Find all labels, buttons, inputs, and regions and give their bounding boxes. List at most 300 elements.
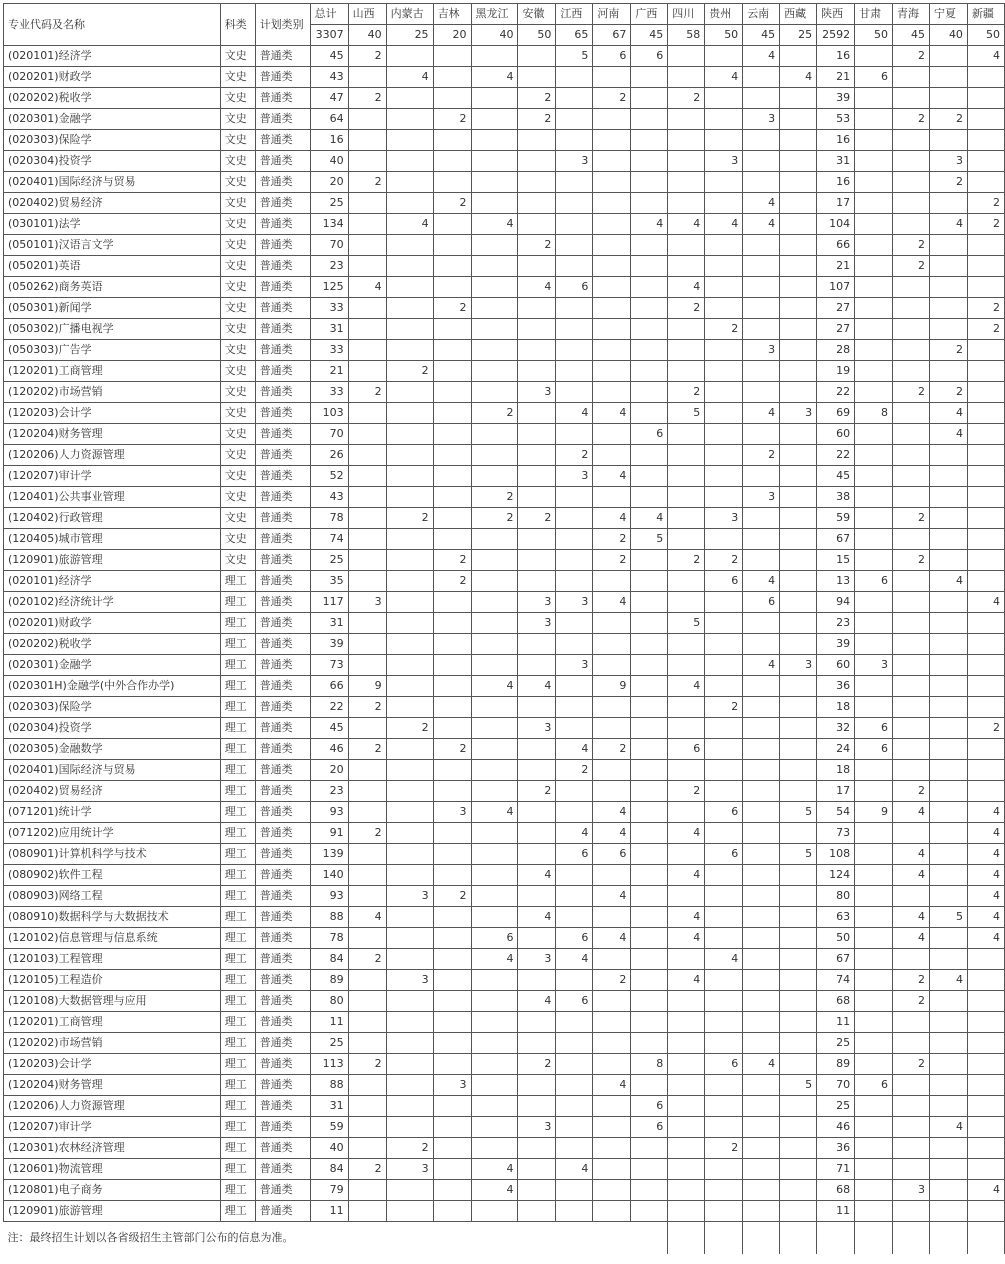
major-name: (020304)投资学 <box>4 718 221 739</box>
province-count: 4 <box>705 214 743 235</box>
header-province: 内蒙古 <box>386 4 433 25</box>
province-count <box>556 634 593 655</box>
blank-cell <box>855 1222 893 1255</box>
province-count <box>967 277 1004 298</box>
province-count <box>668 109 705 130</box>
row-total: 117 <box>310 592 348 613</box>
major-name: (080910)数据科学与大数据技术 <box>4 907 221 928</box>
province-count <box>743 508 780 529</box>
plan-type: 普通类 <box>255 571 310 592</box>
province-count: 4 <box>471 676 518 697</box>
province-count <box>967 676 1004 697</box>
province-count <box>631 487 668 508</box>
table-row <box>4 697 1005 718</box>
province-count <box>433 697 471 718</box>
table-row <box>4 1012 1005 1033</box>
province-count <box>386 991 433 1012</box>
plan-type: 普通类 <box>255 949 310 970</box>
province-count <box>386 802 433 823</box>
major-name: (020201)财政学 <box>4 613 221 634</box>
province-count: 4 <box>743 1054 780 1075</box>
province-count <box>348 1201 386 1222</box>
province-count <box>386 277 433 298</box>
category: 理工 <box>220 844 255 865</box>
province-count: 45 <box>817 466 855 487</box>
province-count <box>705 1096 743 1117</box>
major-name: (020304)投资学 <box>4 151 221 172</box>
row-total: 31 <box>310 613 348 634</box>
major-name: (120204)财务管理 <box>4 424 221 445</box>
header-province: 河南 <box>593 4 631 25</box>
row-total: 80 <box>310 991 348 1012</box>
row-total: 31 <box>310 319 348 340</box>
province-count <box>967 1117 1004 1138</box>
province-count: 3 <box>433 802 471 823</box>
province-count <box>433 1012 471 1033</box>
province-count: 6 <box>855 718 893 739</box>
province-count: 6 <box>631 1117 668 1138</box>
province-count: 4 <box>967 886 1004 907</box>
province-count <box>780 340 817 361</box>
province-count <box>433 529 471 550</box>
row-total: 23 <box>310 256 348 277</box>
province-count <box>433 949 471 970</box>
plan-type: 普通类 <box>255 865 310 886</box>
province-count <box>780 760 817 781</box>
province-count <box>518 823 556 844</box>
province-count <box>348 319 386 340</box>
province-count <box>705 466 743 487</box>
plan-type: 普通类 <box>255 88 310 109</box>
header-major: 专业代码及名称 <box>4 4 221 46</box>
province-count <box>518 403 556 424</box>
province-count <box>893 424 930 445</box>
province-count <box>471 760 518 781</box>
province-count <box>743 739 780 760</box>
province-count <box>433 1054 471 1075</box>
province-count <box>386 130 433 151</box>
province-count <box>780 865 817 886</box>
province-count <box>967 760 1004 781</box>
province-count <box>386 949 433 970</box>
province-count <box>967 130 1004 151</box>
plan-type: 普通类 <box>255 676 310 697</box>
province-count <box>593 949 631 970</box>
province-count <box>929 1159 967 1180</box>
province-count <box>631 256 668 277</box>
province-count <box>518 1138 556 1159</box>
province-count <box>929 445 967 466</box>
province-count <box>631 697 668 718</box>
province-count: 3 <box>780 403 817 424</box>
major-name: (020402)贸易经济 <box>4 781 221 802</box>
province-count <box>433 1180 471 1201</box>
category: 理工 <box>220 907 255 928</box>
table-row <box>4 508 1005 529</box>
province-count <box>348 151 386 172</box>
province-count <box>386 1117 433 1138</box>
province-count <box>668 760 705 781</box>
row-total: 93 <box>310 802 348 823</box>
province-count <box>556 1054 593 1075</box>
province-count <box>780 1096 817 1117</box>
province-count <box>743 550 780 571</box>
row-total: 89 <box>310 970 348 991</box>
province-count <box>893 1201 930 1222</box>
province-count <box>518 151 556 172</box>
province-count <box>348 991 386 1012</box>
table-row <box>4 970 1005 991</box>
province-count <box>631 823 668 844</box>
province-count <box>668 529 705 550</box>
province-count <box>348 1012 386 1033</box>
category: 理工 <box>220 970 255 991</box>
province-count: 3 <box>518 718 556 739</box>
major-name: (020202)税收学 <box>4 88 221 109</box>
category: 理工 <box>220 571 255 592</box>
province-count: 2 <box>518 781 556 802</box>
province-count <box>518 634 556 655</box>
province-count <box>433 865 471 886</box>
province-count <box>433 67 471 88</box>
province-count <box>386 676 433 697</box>
plan-type: 普通类 <box>255 466 310 487</box>
plan-type: 普通类 <box>255 1075 310 1096</box>
province-count <box>893 67 930 88</box>
province-count <box>471 1117 518 1138</box>
province-count <box>433 46 471 67</box>
province-count <box>855 844 893 865</box>
row-total: 46 <box>310 739 348 760</box>
province-count <box>556 907 593 928</box>
table-row <box>4 1033 1005 1054</box>
province-count <box>967 88 1004 109</box>
province-count <box>855 88 893 109</box>
province-count: 3 <box>556 151 593 172</box>
province-count <box>743 1117 780 1138</box>
province-count <box>433 1096 471 1117</box>
province-count <box>855 550 893 571</box>
category: 理工 <box>220 1117 255 1138</box>
province-count: 5 <box>929 907 967 928</box>
province-count <box>893 193 930 214</box>
province-count <box>855 235 893 256</box>
province-count <box>967 1096 1004 1117</box>
province-count <box>593 193 631 214</box>
province-count <box>929 865 967 886</box>
province-count <box>780 445 817 466</box>
province-total: 40 <box>348 25 386 46</box>
row-total: 16 <box>310 130 348 151</box>
province-count <box>593 214 631 235</box>
header-row <box>4 4 1005 25</box>
province-count <box>348 928 386 949</box>
province-count: 4 <box>967 907 1004 928</box>
province-count <box>967 781 1004 802</box>
province-count <box>433 424 471 445</box>
province-count: 8 <box>631 1054 668 1075</box>
province-count <box>893 319 930 340</box>
province-count <box>967 361 1004 382</box>
province-count: 4 <box>593 823 631 844</box>
province-count: 25 <box>817 1096 855 1117</box>
province-count <box>967 613 1004 634</box>
province-count: 3 <box>743 109 780 130</box>
table-row <box>4 382 1005 403</box>
province-count <box>668 1033 705 1054</box>
province-count <box>668 1012 705 1033</box>
province-count <box>631 445 668 466</box>
province-count: 4 <box>743 214 780 235</box>
plan-type: 普通类 <box>255 886 310 907</box>
province-count: 4 <box>668 928 705 949</box>
category: 文史 <box>220 382 255 403</box>
province-total: 50 <box>518 25 556 46</box>
table-row <box>4 193 1005 214</box>
province-count <box>556 361 593 382</box>
category: 理工 <box>220 1159 255 1180</box>
province-count: 4 <box>471 67 518 88</box>
province-count <box>929 46 967 67</box>
province-count <box>705 865 743 886</box>
province-count: 2 <box>967 718 1004 739</box>
province-count <box>780 1159 817 1180</box>
province-count <box>893 466 930 487</box>
row-total: 33 <box>310 382 348 403</box>
province-count <box>386 1096 433 1117</box>
table-row <box>4 130 1005 151</box>
province-count: 16 <box>817 172 855 193</box>
province-count <box>780 382 817 403</box>
province-count <box>967 1201 1004 1222</box>
category: 文史 <box>220 319 255 340</box>
province-count <box>348 1096 386 1117</box>
province-count <box>593 277 631 298</box>
province-count: 6 <box>631 1096 668 1117</box>
province-count <box>386 655 433 676</box>
province-count <box>433 508 471 529</box>
province-count: 4 <box>893 928 930 949</box>
plan-type: 普通类 <box>255 1054 310 1075</box>
province-count <box>433 655 471 676</box>
province-count <box>556 130 593 151</box>
blank-cell <box>705 1222 743 1255</box>
province-count <box>929 466 967 487</box>
province-count <box>967 571 1004 592</box>
province-count <box>893 613 930 634</box>
table-row <box>4 46 1005 67</box>
province-count <box>433 382 471 403</box>
province-count: 6 <box>705 1054 743 1075</box>
plan-type: 普通类 <box>255 130 310 151</box>
province-count <box>348 1033 386 1054</box>
row-total: 79 <box>310 1180 348 1201</box>
table-row <box>4 739 1005 760</box>
province-count <box>743 298 780 319</box>
province-count <box>556 382 593 403</box>
province-count <box>743 823 780 844</box>
province-count <box>780 1180 817 1201</box>
province-count <box>433 1138 471 1159</box>
province-count <box>348 1180 386 1201</box>
province-count: 69 <box>817 403 855 424</box>
province-count <box>593 865 631 886</box>
province-count <box>471 865 518 886</box>
major-name: (050302)广播电视学 <box>4 319 221 340</box>
province-count <box>929 193 967 214</box>
province-count: 6 <box>855 67 893 88</box>
province-count: 73 <box>817 823 855 844</box>
header-province: 山西 <box>348 4 386 25</box>
province-count <box>556 1012 593 1033</box>
plan-type: 普通类 <box>255 382 310 403</box>
province-count: 13 <box>817 571 855 592</box>
province-count <box>929 655 967 676</box>
province-count <box>705 1201 743 1222</box>
province-count <box>518 445 556 466</box>
row-total: 39 <box>310 634 348 655</box>
province-count <box>386 823 433 844</box>
province-count <box>631 109 668 130</box>
province-count: 104 <box>817 214 855 235</box>
province-count <box>855 991 893 1012</box>
province-count <box>593 1159 631 1180</box>
row-total: 21 <box>310 361 348 382</box>
province-count <box>929 844 967 865</box>
province-count <box>556 67 593 88</box>
province-count <box>518 739 556 760</box>
province-count <box>518 130 556 151</box>
province-count <box>518 571 556 592</box>
province-count <box>433 361 471 382</box>
province-count <box>386 760 433 781</box>
province-count <box>348 613 386 634</box>
province-count: 2 <box>433 109 471 130</box>
province-count <box>518 802 556 823</box>
province-total: 65 <box>556 25 593 46</box>
province-count <box>593 718 631 739</box>
plan-type: 普通类 <box>255 151 310 172</box>
table-row <box>4 67 1005 88</box>
province-count: 2 <box>433 298 471 319</box>
province-count: 18 <box>817 697 855 718</box>
province-count <box>893 130 930 151</box>
province-count <box>556 802 593 823</box>
province-count <box>780 130 817 151</box>
province-count: 4 <box>743 193 780 214</box>
province-count <box>780 256 817 277</box>
province-count: 28 <box>817 340 855 361</box>
province-count <box>668 949 705 970</box>
province-count: 3 <box>743 487 780 508</box>
province-count <box>386 109 433 130</box>
province-total: 40 <box>929 25 967 46</box>
province-count <box>780 991 817 1012</box>
province-count: 2 <box>433 550 471 571</box>
province-count <box>471 235 518 256</box>
category: 文史 <box>220 508 255 529</box>
province-count <box>348 214 386 235</box>
province-count: 5 <box>780 844 817 865</box>
province-count <box>631 1201 668 1222</box>
province-count <box>348 844 386 865</box>
province-count: 2 <box>893 1054 930 1075</box>
table-row <box>4 844 1005 865</box>
province-count <box>668 424 705 445</box>
province-count <box>743 424 780 445</box>
province-count <box>668 571 705 592</box>
province-count <box>855 1054 893 1075</box>
category: 文史 <box>220 46 255 67</box>
province-count <box>855 760 893 781</box>
province-count: 80 <box>817 886 855 907</box>
province-count <box>668 592 705 613</box>
province-total: 2592 <box>817 25 855 46</box>
major-name: (120301)农林经济管理 <box>4 1138 221 1159</box>
province-count <box>855 781 893 802</box>
table-row <box>4 760 1005 781</box>
province-count <box>593 235 631 256</box>
province-count <box>348 970 386 991</box>
province-count <box>780 634 817 655</box>
province-count <box>893 676 930 697</box>
province-count <box>471 340 518 361</box>
province-count: 6 <box>855 1075 893 1096</box>
province-count <box>668 1180 705 1201</box>
province-count <box>631 1012 668 1033</box>
plan-type: 普通类 <box>255 907 310 928</box>
province-count <box>471 319 518 340</box>
row-total: 103 <box>310 403 348 424</box>
province-count: 4 <box>471 214 518 235</box>
province-count: 4 <box>967 928 1004 949</box>
province-count: 4 <box>967 844 1004 865</box>
province-count: 4 <box>893 865 930 886</box>
province-count <box>471 277 518 298</box>
province-count <box>348 193 386 214</box>
province-count <box>556 193 593 214</box>
province-count <box>668 319 705 340</box>
province-count <box>433 151 471 172</box>
province-count: 2 <box>668 550 705 571</box>
province-count <box>556 1201 593 1222</box>
province-count <box>386 907 433 928</box>
province-count <box>668 1075 705 1096</box>
province-count <box>780 172 817 193</box>
province-count <box>780 571 817 592</box>
province-count <box>556 319 593 340</box>
province-count <box>593 1138 631 1159</box>
row-total: 33 <box>310 340 348 361</box>
province-count <box>593 1012 631 1033</box>
province-count: 4 <box>668 676 705 697</box>
province-total: 45 <box>893 25 930 46</box>
blank-cell <box>967 1222 1004 1255</box>
province-count <box>929 802 967 823</box>
major-name: (120203)会计学 <box>4 403 221 424</box>
province-count <box>893 739 930 760</box>
header-province: 新疆 <box>967 4 1004 25</box>
province-count: 2 <box>893 46 930 67</box>
province-count <box>668 802 705 823</box>
province-count <box>471 886 518 907</box>
table-row <box>4 172 1005 193</box>
province-count <box>668 508 705 529</box>
province-count <box>593 172 631 193</box>
plan-type: 普通类 <box>255 424 310 445</box>
province-count <box>929 319 967 340</box>
province-count <box>518 655 556 676</box>
